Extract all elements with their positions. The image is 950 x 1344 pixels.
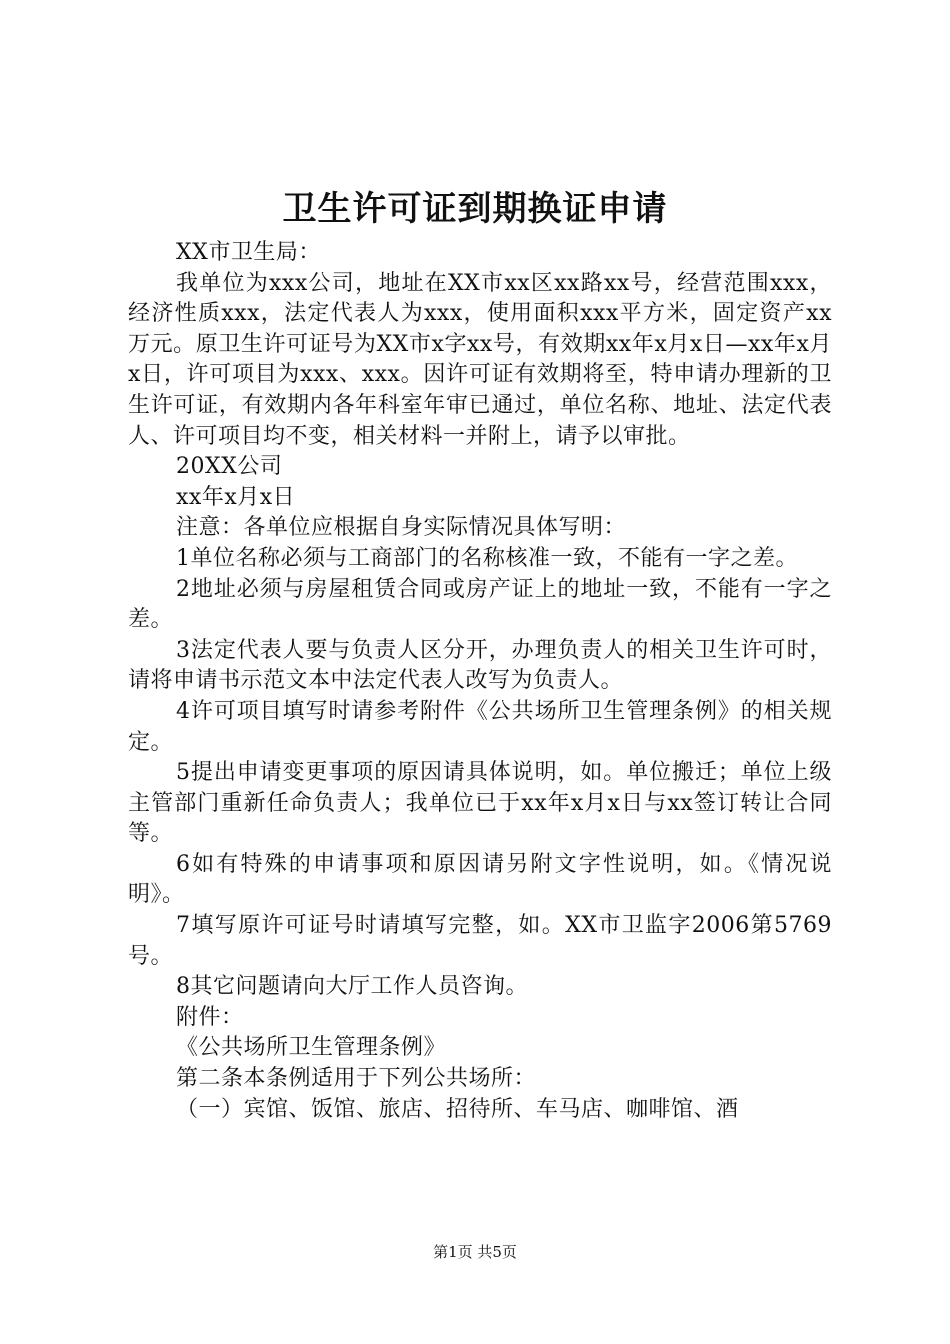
note-item: 1单位名称必须与工商部门的名称核准一致，不能有一字之差。 xyxy=(176,545,798,571)
body-paragraph: 我单位为xxx公司，地址在XX市xx区xx路xx号，经营范围xxx，经济性质xxx，法定代表人为xxx，使用面积xxx平方米，固定资产xx万元。原卫生许可证号为XX市x字xx号，有效期xx年x月x日—xx年x月x日，许可项目为xxx、xxx。因许可证有效期将至，特申请办理新的卫生许可证，有效期内各年科室年审已通过，单位名称、地址、法定代表人、许可项目均不变，相关材料一并附上，请予以审批。 xyxy=(128,270,832,449)
note-item: 4许可项目填写时请参考附件《公共场所卫生管理条例》的相关规定。 xyxy=(128,698,832,755)
salutation: XX市卫生局： xyxy=(176,240,321,265)
document-title: 卫生许可证到期换证申请 xyxy=(282,189,668,229)
page-number-footer: 第1页 共5页 xyxy=(433,1243,517,1261)
notes-heading: 注意：各单位应根据自身实际情况具体写明： xyxy=(176,515,627,541)
note-item: 6如有特殊的申请事项和原因请另附文字性说明，如。《情况说明》。 xyxy=(128,851,832,908)
article-item: （一）宾馆、饭馆、旅店、招待所、车马店、咖啡馆、酒 xyxy=(176,1096,739,1122)
note-item: 8其它问题请向大厅工作人员咨询。 xyxy=(176,974,528,1000)
attachment-title: 《公共场所卫生管理条例》 xyxy=(176,1035,447,1061)
note-item: 2地址必须与房屋租赁合同或房产证上的地址一致，不能有一字之差。 xyxy=(128,576,832,633)
signature-date: xx年x月x日 xyxy=(176,484,296,510)
note-item: 7填写原许可证号时请填写完整，如。XX市卫监字2006第5769号。 xyxy=(128,913,832,969)
signature-company: 20XX公司 xyxy=(176,454,283,480)
document-body xyxy=(128,238,832,1125)
note-item: 5提出申请变更事项的原因请具体说明，如。单位搬迁；单位上级主管部门重新任命负责人；我单位已于xx年x月x日与xx签订转让合同等。 xyxy=(128,760,832,847)
note-item: 3法定代表人要与负责人区分开，办理负责人的相关卫生许可时，请将申请书示范文本中法定代表人改写为负责人。 xyxy=(128,637,832,694)
attachment-label: 附件： xyxy=(176,1004,244,1030)
article-heading: 第二条本条例适用于下列公共场所： xyxy=(176,1066,537,1092)
